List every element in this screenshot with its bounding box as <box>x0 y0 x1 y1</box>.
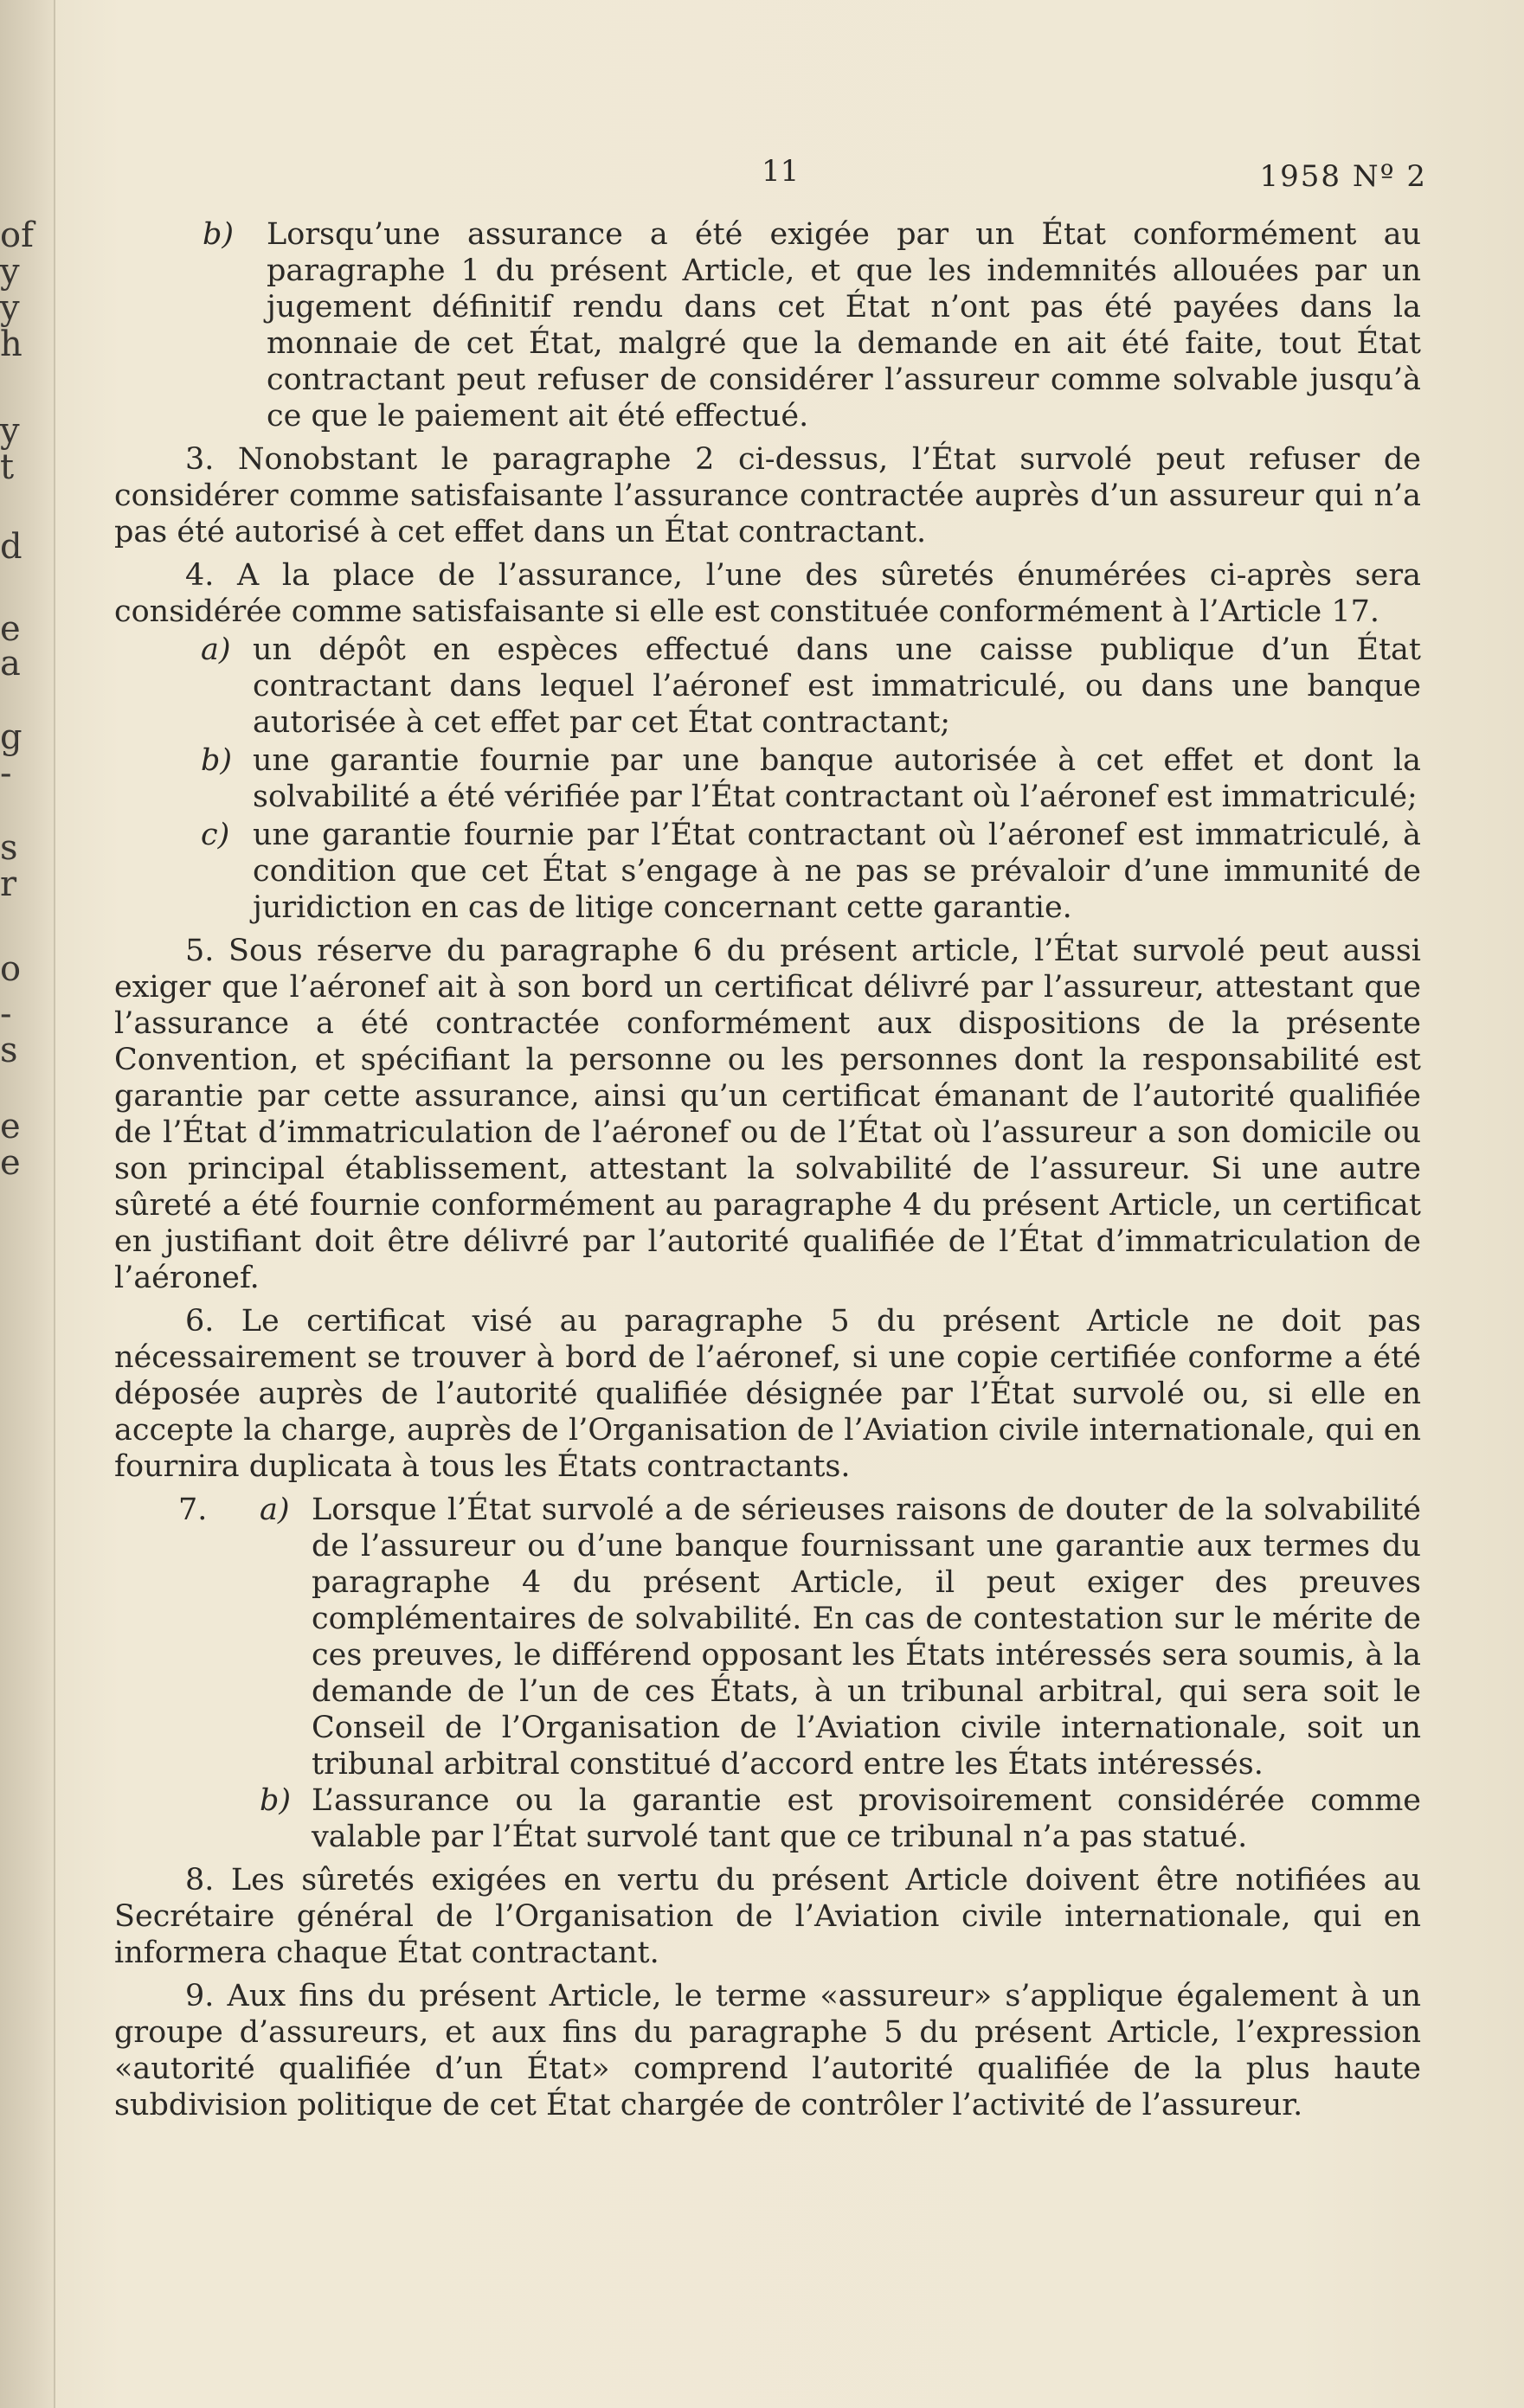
previous-page-fragment: e <box>0 1143 21 1183</box>
previous-page-fragment: a <box>0 644 21 684</box>
previous-page-fragment: e <box>0 609 21 649</box>
previous-page-fragment: s <box>0 828 18 868</box>
paragraph-7 <box>114 1492 1421 1855</box>
previous-page-fragment: g <box>0 717 23 757</box>
paragraph-5: 5. Sous réserve du paragraphe 6 du présent article, l’État survolé peut aussi exiger que l’aéronef ait à son bord un certificat délivré par l’assureur, attestant que l’assurance a été contractée conformément aux dispositions de la présente Convention, et spécifiant la personne ou les personnes dont la responsabilité est garantie par cette assurance, ainsi qu’un certificat émanant de l’autorité qualifiée de l’État d’immatriculation de l’aéronef ou de l’État où l’assureur a son domicile ou son principal établissement, attestant la solvabilité de l’assureur. Si une autre sûreté a été fournie conformément au paragraphe 4 du présent Article, un certificat en justifiant doit être délivré par l’autorité qualifiée de l’État d’immatriculation de l’aéronef. <box>114 934 1421 1295</box>
previous-page-margin <box>0 0 34 2408</box>
previous-page-fragment: y <box>0 288 20 328</box>
previous-page-fragment: y <box>0 411 20 451</box>
gutter-line <box>54 0 55 2408</box>
previous-page-fragment: d <box>0 527 23 567</box>
paragraph-7a <box>114 1492 1421 1782</box>
paragraph-2b-text: Lorsqu’une assurance a été exigée par un État conformément au paragraphe 1 du présent Article, et que les indemnités allouées par un jugement définitif rendu dans cet État n’ont pas été payées dans la monnaie de cet État, malgré que la demande en ait été faite, tout État contractant peut refuser de considérer l’assureur comme solvable jusqu’à ce que le paiement ait été effectué. <box>267 217 1421 433</box>
item-marker: a) <box>260 1493 290 1527</box>
item-marker: b) <box>201 743 233 778</box>
item-text: une garantie fournie par l’État contractant où l’aéronef est immatriculé, à condition que cet État s’engage à ne pas se prévaloir d’une immunité de juridiction en cas de litige concernant cette garantie. <box>253 818 1421 925</box>
paragraph-3: 3. Nonobstant le paragraphe 2 ci-dessus, l’État survolé peut refuser de considérer comme satisfaisante l’assurance contractée auprès d’un assureur qui n’a pas été autorisé à cet effet dans un État contractant. <box>114 442 1421 549</box>
paragraph-8: 8. Les sûretés exigées en vertu du présent Article doivent être notifiées au Secrétaire général de l’Organisation de l’Aviation civile internationale, qui en informera chaque État contractant. <box>114 1863 1421 1970</box>
item-marker: b) <box>260 1783 292 1818</box>
previous-page-fragment: t <box>0 447 15 487</box>
item-text: L’assurance ou la garantie est provisoirement considérée comme valable par l’État survolé tant que ce tribunal n’a pas statué. <box>312 1783 1421 1854</box>
previous-page-fragment: - <box>0 754 12 793</box>
article-text <box>114 216 1421 2123</box>
previous-page-fragment: - <box>0 994 12 1034</box>
previous-page-fragment: y <box>0 252 20 292</box>
item-marker: c) <box>201 818 230 852</box>
previous-page-fragment: h <box>0 324 23 364</box>
page-header <box>0 147 1524 199</box>
paragraph-6: 6. Le certificat visé au paragraphe 5 du présent Article ne doit pas nécessairement se trouver à bord de l’aéronef, si une copie certifiée conforme a été déposée auprès de l’autorité qualifiée désignée par l’État survolé ou, si elle en accepte la charge, auprès de l’Organisation de l’Aviation civile internationale, qui en fournira duplicata à tous les États contractants. <box>114 1304 1421 1484</box>
previous-page-fragment: s <box>0 1031 18 1070</box>
paragraph-9: 9. Aux fins du présent Article, le terme «assureur» s’applique également à un groupe d’assureurs, et aux fins du paragraphe 5 du présent Article, l’expression «autorité qualifiée d’un État» comprend l’autorité qualifiée de la plus haute subdivision politique de cet État chargée de contrôler l’activité de l’assureur. <box>114 1979 1421 2122</box>
previous-page-fragment: e <box>0 1107 21 1146</box>
item-marker: a) <box>201 633 231 667</box>
paragraph-4c <box>114 817 1421 926</box>
paragraph-7-number: 7. <box>178 1493 208 1527</box>
paragraph-7b <box>114 1782 1421 1855</box>
item-marker: b) <box>203 217 235 252</box>
item-text: une garantie fournie par une banque autorisée à cet effet et dont la solvabilité a été vérifiée par l’État contractant où l’aéronef est immatriculé; <box>253 743 1421 814</box>
previous-page-fragment: of <box>0 215 34 255</box>
item-text: Lorsque l’État survolé a de sérieuses raisons de douter de la solvabilité de l’assureur ou d’une banque fournissant une garantie aux termes du paragraphe 4 du présent Article, il peut exiger des preuves complémentaires de solvabilité. En cas de contestation sur le mérite de ces preuves, le différend opposant les États intéressés sera soumis, à la demande de l’un de ces États, à un tribunal arbitral, qui sera soit le Conseil de l’Organisation de l’Aviation civile internationale, soit un tribunal arbitral constitué d’accord entre les États intéressés. <box>312 1493 1421 1782</box>
paragraph-4-intro: 4. A la place de l’assurance, l’une des sûretés énumérées ci-après sera considérée comme satisfaisante si elle est constituée conformément à l’Article 17. <box>114 558 1421 629</box>
paragraph-2b <box>114 216 1421 434</box>
previous-page-fragment: o <box>0 949 22 989</box>
document-reference: 1958 Nº 2 <box>1259 159 1427 194</box>
paragraph-4a <box>114 632 1421 741</box>
item-text: un dépôt en espèces effectué dans une caisse publique d’un État contractant dans lequel l’aéronef est immatriculé, ou dans une banque autorisée à cet effet par cet État contractant; <box>253 633 1421 740</box>
page-number: 11 <box>762 154 800 189</box>
paragraph-4b <box>114 742 1421 815</box>
previous-page-fragment: r <box>0 864 17 904</box>
